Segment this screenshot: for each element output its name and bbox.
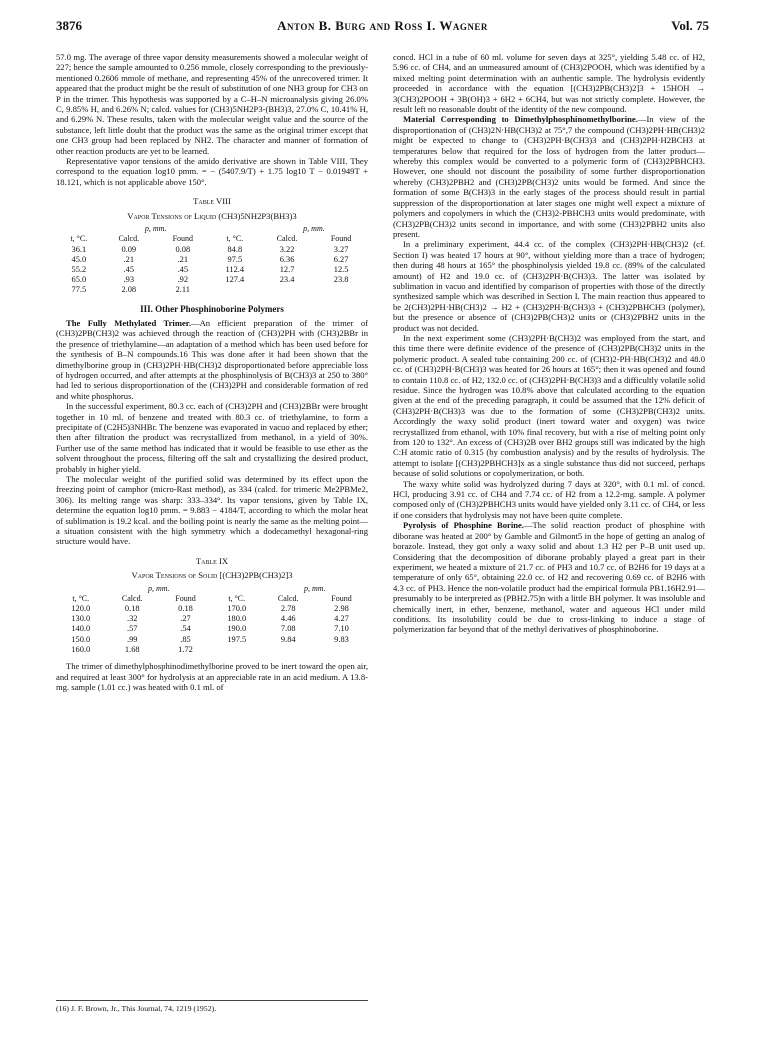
table-row xyxy=(56,275,368,285)
cell: 160.0 xyxy=(71,644,91,654)
table-row xyxy=(56,604,368,614)
cell: .85 xyxy=(180,634,191,644)
col-header: t, °C. xyxy=(228,593,246,603)
cell xyxy=(314,285,368,295)
cell: .92 xyxy=(177,275,189,285)
table-caption: Table VIII xyxy=(193,196,231,207)
table-row xyxy=(56,624,368,634)
paragraph-text: —An efficient preparation of the trimer of (CH3)2PB(CH3)2 was achieved through the reaction of (CH3)2PH with (CH3)2BBr in the presence of triethylamine—an adaptation of a method which has been used before for the synthesis of B–N compounds.16 This was done after it had been shown that the dimethylborine group in (CH3)2PH·HB(CH3)2 disproportionated before appreciable loss of hydrogen occurred, and after attempts at the phosphinolysis of B(CH3)3 at 250 to 380° had led to serious disproportionation of the (CH3)2PH and considerable formation of red and white phosphorus. xyxy=(56,317,369,401)
cell: 45.0 xyxy=(71,254,87,264)
cell: 170.0 xyxy=(227,604,247,614)
cell xyxy=(212,645,262,655)
cell: .57 xyxy=(127,624,138,634)
cell: 65.0 xyxy=(71,275,87,285)
cell: .21 xyxy=(177,254,189,264)
col-header: p, mm. xyxy=(303,583,326,593)
table-row xyxy=(56,255,368,265)
running-authors: Anton B. Burg and Ross I. Wagner xyxy=(277,18,488,33)
paragraph: In the next experiment some (CH3)2PH·B(CH3)2 was employed from the start, and this time there were definite evidence of the presence of (CH3)2PB(CH3)2 units in the polymeric product. A sealed tube containing 200 cc. of (CH3)2-PH·HB(CH3)2 and 48.0 cc. of (CH3)2PH·B(CH3)3 was heated for 26 hours at 165°; then it was opened and found to contain 110.8 cc. of H2, 132.0 cc. of (CH3)2PH·B(CH3)3 and a difficultly volatile solid residue. Since the hydrogen was 10.8% above that calculated according to the equation given at the end of the preceding paragraph, it could be assumed that the 12% deficit of (CH3)2PH·B(CH3)3 was due to the formation of some (CH3)2PB(CH3)2 units. Accordingly the waxy solid product (inert toward water and oxygen) was twice recrystallized from ethanol, with 10% final recovery, but with a rise of melting point only from 120 to 132°. An excess of (CH3)2B over BH2 groups still was indicated by the high C:H atomic ratio of 0.315 (by combustion analysis) and by the results of hydrolysis. The attempt to isolate [(CH3)2PBHCH3]x as a single substance thus did not succeed, perhaps because of solid solutions or copolymerization, or both. xyxy=(393,332,705,479)
cell: 0.09 xyxy=(121,244,137,254)
col-header: Found xyxy=(331,593,352,603)
cell: 3.22 xyxy=(279,244,295,254)
cell: 2.11 xyxy=(175,285,190,295)
cell: 1.72 xyxy=(178,644,193,654)
table-caption: Table IX xyxy=(195,555,229,566)
cell: 2.98 xyxy=(334,604,349,614)
paragraph: In a preliminary experiment, 44.4 cc. of the complex (CH3)2PH·HB(CH3)2 (cf. Section I) was heated 17 hours at 90°, without yielding more than a trace of hydrogen; then during 48 hours at 165° the phosphinolysis yielded 19.8 cc. (89% of the calculated amount) of H2 and 19.0 cc. of (CH3)2PH·B(CH3)3. The latter was isolated by sublimation in vacuo and identified by comparison of properties with those of the directly synthesized sample which was described in Section I. The main reaction thus appeared to be 2(CH3)2PH·HB(CH3)2 → H2 + (CH3)2PH·B(CH3)3 + (CH3)2PBHCH3 (polymer), but the presence or absence of (CH3)2PB(CH3)2 units or (CH3)2PBH2 units in the product was not decided. xyxy=(393,239,705,333)
run-in-heading: Material Corresponding to Dimethylphosphinomethylborine. xyxy=(403,114,638,125)
cell: 2.78 xyxy=(280,604,296,614)
cell: .99 xyxy=(127,634,138,644)
col-header: p, mm. xyxy=(147,583,170,593)
cell: 0.08 xyxy=(175,244,191,254)
col-header: p, mm. xyxy=(303,224,325,234)
paragraph: The waxy white solid was hydrolyzed during 7 days at 320°, with 0.1 ml. of concd. HCl, producing 3.91 cc. of CH4 and 7.74 cc. of H2 from a 12.2-mg. sample. A polymer composed only of (CH3)2PBHCH3 units would have yielded only 3.11 cc. of CH4, or less if one considers that hydrolysis may not have been quite complete. xyxy=(393,478,705,520)
left-column xyxy=(56,52,368,692)
cell: 4.27 xyxy=(334,614,349,624)
cell: .21 xyxy=(123,254,135,264)
cell: 7.10 xyxy=(334,624,349,634)
paragraph xyxy=(393,114,705,239)
cell: 12.5 xyxy=(333,264,349,274)
right-column xyxy=(393,52,705,635)
cell: 77.5 xyxy=(71,285,87,295)
cell: 130.0 xyxy=(71,614,91,624)
table-title: Vapor Tensions of Solid [(CH3)2PB(CH3)2]3 xyxy=(131,570,293,581)
paragraph-text: —The solid reaction product of phosphine with diborane was heated at 200° by Gamble and Gilmont5 in the hope of getting an analog of borazole. Instead, they got only a waxy solid and about 1.3 H2 per P–B unit used up. Considering that the decomposition of diborane probably played a great part in their experiment, we heated a mixture of 21.7 cc. of PH3 and 10.7 cc. of B2H6 for 19 days at a temperature of only 65°, obtaining 22.0 cc. of H2 and recovering 0.69 cc. of B2H6 with 4.3 cc. of PH3. Hence the non-volatile product had the empirical formula PB1.16H2.91—presumably to be interpreted as (PBH2.75)n with a little BH polymer. It was insoluble and chemically inert, in ether, benzene, methanol, water and aqueous HCl under mild conditions. Its insolubility could be due to cross-linking to induce a stage of polymerization far beyond that of the methyl derivatives of phosphinoborine. xyxy=(393,520,705,635)
col-header: Calcd. xyxy=(118,234,140,244)
paragraph: concd. HCl in a tube of 60 ml. volume for seven days at 325°, yielding 5.48 cc. of H2, 5.96 cc. of CH4, and an unmeasured amount of (CH3)2POOH, which was identified by a mixed melting point determination with an authentic sample. The hydrolysis evidently proceeded in accordance with the equation [(CH3)2PB(CH3)2]3 + 15HOH → 3(CH3)2POOH + 3B(OH)3 + 6H2 + 6CH4, but was not strictly complete. However, the result left no reasonable doubt of the identity of the new compound. xyxy=(393,52,705,115)
cell: 6.36 xyxy=(279,254,295,264)
cell xyxy=(260,285,314,295)
paragraph: The molecular weight of the purified solid was determined by its effect upon the freezing point of camphor (micro-Rast method), as 334 (calcd. for trimeric Me2PBMe2, 306). Its melting range was sharp: 333–334°. Its vapor tensions, given by Table IX, determine the equation log10 pmm. = 9.883 − 4184/T, according to which the molar heat of sublimation is 19.2 kcal. and the boiling point is nearly the same as the melting point—a situation consistent with the high symmetry which a dodecamethyl hexagonal-ring structure would have. xyxy=(56,474,368,547)
col-header: Calcd. xyxy=(121,593,143,603)
section-heading: III. Other Phosphinoborine Polymers xyxy=(140,303,284,314)
cell: 4.46 xyxy=(280,614,296,624)
table-row xyxy=(56,645,368,655)
table-ix xyxy=(56,584,368,655)
col-header: Found xyxy=(172,234,194,244)
cell: 36.1 xyxy=(71,244,87,254)
table-row xyxy=(56,635,368,645)
table-row xyxy=(56,265,368,275)
page-header xyxy=(56,18,709,36)
col-header: p, mm. xyxy=(144,224,167,234)
paragraph xyxy=(56,318,368,401)
cell: .45 xyxy=(177,264,189,274)
cell xyxy=(262,645,315,655)
table-title: Vapor Tensions of Liquid (CH3)5NH2P3(BH3)3 xyxy=(127,210,297,221)
footnote: (16) J. F. Brown, Jr., This Journal, 74, 1219 (1952). xyxy=(56,1000,368,1013)
cell: 55.2 xyxy=(71,264,87,274)
cell xyxy=(315,645,368,655)
paragraph: Representative vapor tensions of the amido derivative are shown in Table VIII. They correspond to the equation log10 pmm. = − (5407.9/T) + 1.75 log10 T − 0.01949T + 18.121, which is not applicable above 150°. xyxy=(56,156,368,187)
col-header: t, °C. xyxy=(226,234,244,244)
cell: 9.83 xyxy=(334,634,349,644)
cell: 84.8 xyxy=(227,244,243,254)
cell: .93 xyxy=(123,275,135,285)
col-header: t, °C. xyxy=(70,234,88,244)
cell: 12.7 xyxy=(279,264,295,274)
cell: 7.08 xyxy=(280,624,296,634)
table-row xyxy=(56,245,368,255)
cell: .32 xyxy=(127,614,138,624)
col-header: Calcd. xyxy=(277,593,299,603)
cell: 23.8 xyxy=(333,275,349,285)
cell: 190.0 xyxy=(227,624,247,634)
volume-label: Vol. 75 xyxy=(671,18,709,33)
cell: .54 xyxy=(180,624,191,634)
cell: .45 xyxy=(123,264,135,274)
cell: 127.4 xyxy=(225,275,245,285)
cell: 1.68 xyxy=(124,644,140,654)
cell: 120.0 xyxy=(71,604,91,614)
cell: 0.18 xyxy=(178,604,193,614)
paragraph: In the successful experiment, 80.3 cc. each of (CH3)2PH and (CH3)2BBr were brought together in 10 ml. of benzene and treated with 80.3 cc. of triethylamine, to form a precipitate of (C2H5)3NHBr. The benzene was evaporated in vacuo and replaced by ether; then after filtration the product was recrystallized from methanol, in a yield of 30%. Further use of the same method has indicated that it would be feasible to use ether as the solvent throughout the process, filtering off the salt and crystallizing the desired product, probably in higher yield. xyxy=(56,401,368,474)
cell: 9.84 xyxy=(280,634,296,644)
col-header: t, °C. xyxy=(72,593,90,603)
cell: 6.27 xyxy=(333,254,349,264)
cell: 150.0 xyxy=(71,634,91,644)
col-header: Found xyxy=(175,593,196,603)
cell: 197.5 xyxy=(227,634,247,644)
cell: .27 xyxy=(180,614,191,624)
paragraph-text: —In view of the disproportionation of (CH3)2N·HB(CH3)2 at 75°,7 the compound (CH3)2PH·HB(CH3)2 might be expected to change to (CH3)2PH·B(CH3)3 and (CH3)2PH·H2BCH3 at temperatures below that required for the loss of hydrogen from the latter product—whereby this complex would be converted to a polymeric form of (CH3)2PBHCH3. However, one should not discount the possibility of some further disproportionation whereby (CH3)2PBH2 and (CH3)2PB(CH3)2 units would be formed. And since the formation of some B(CH3)3 in the early stages of the process should result in partial suppression of the disproportionation at later stages one might well expect a mixture of polymers and copolymers in which the (CH3)2-PBHCH3 units would predominate, with (CH3)2PB(CH3)2 units second in importance, and with some (CH3)2PBH2 units also present. xyxy=(393,114,705,239)
page-number: 3876 xyxy=(56,18,82,33)
cell xyxy=(210,285,260,295)
table-row xyxy=(56,285,368,295)
table-row xyxy=(56,614,368,624)
col-header: Found xyxy=(330,234,352,244)
run-in-heading: The Fully Methylated Trimer. xyxy=(66,317,191,328)
cell: 23.4 xyxy=(279,275,295,285)
run-in-heading: Pyrolysis of Phosphine Borine. xyxy=(403,520,524,531)
cell: 112.4 xyxy=(225,264,245,274)
cell: 180.0 xyxy=(227,614,247,624)
table-viii xyxy=(56,224,368,295)
col-header: Calcd. xyxy=(276,234,298,244)
cell: 97.5 xyxy=(227,254,243,264)
cell: 2.08 xyxy=(121,285,137,295)
cell: 3.27 xyxy=(333,244,349,254)
paragraph: The trimer of dimethylphosphinodimethylborine proved to be inert toward the open air, and required at least 300° for hydrolysis at an appreciable rate in an acid medium. A 13.8-mg. sample (1.01 cc.) was heated with 0.1 ml. of xyxy=(56,661,368,692)
cell: 0.18 xyxy=(124,604,140,614)
paragraph xyxy=(393,520,705,634)
paragraph: 57.0 mg. The average of three vapor density measurements showed a molecular weight of 227; hence the sample amounted to 0.256 mmole, closely corresponding to the previously-mentioned 0.2606 mmole of methane, and representing 45% of the unrecovered trimer. It appeared that the product might be the result of substitution of one NH3 group for CH3 on P in the trimer. This hypothesis was supported by a C–H–N microanalysis giving 26.0% C, 9.85% H, and 6.26% N; calcd. values for (CH3)5NH2P3-(BH3)3, 27.0% C, 10.41% H, and 6.29% N. These results, taken with the molecular weight value and the source of the substance, left little doubt that the product was the same as the original trimer except that one CH3 group had been replaced by NH2. The character and manner of formation of other reaction products are yet to be learned. xyxy=(56,52,368,156)
cell: 140.0 xyxy=(71,624,91,634)
